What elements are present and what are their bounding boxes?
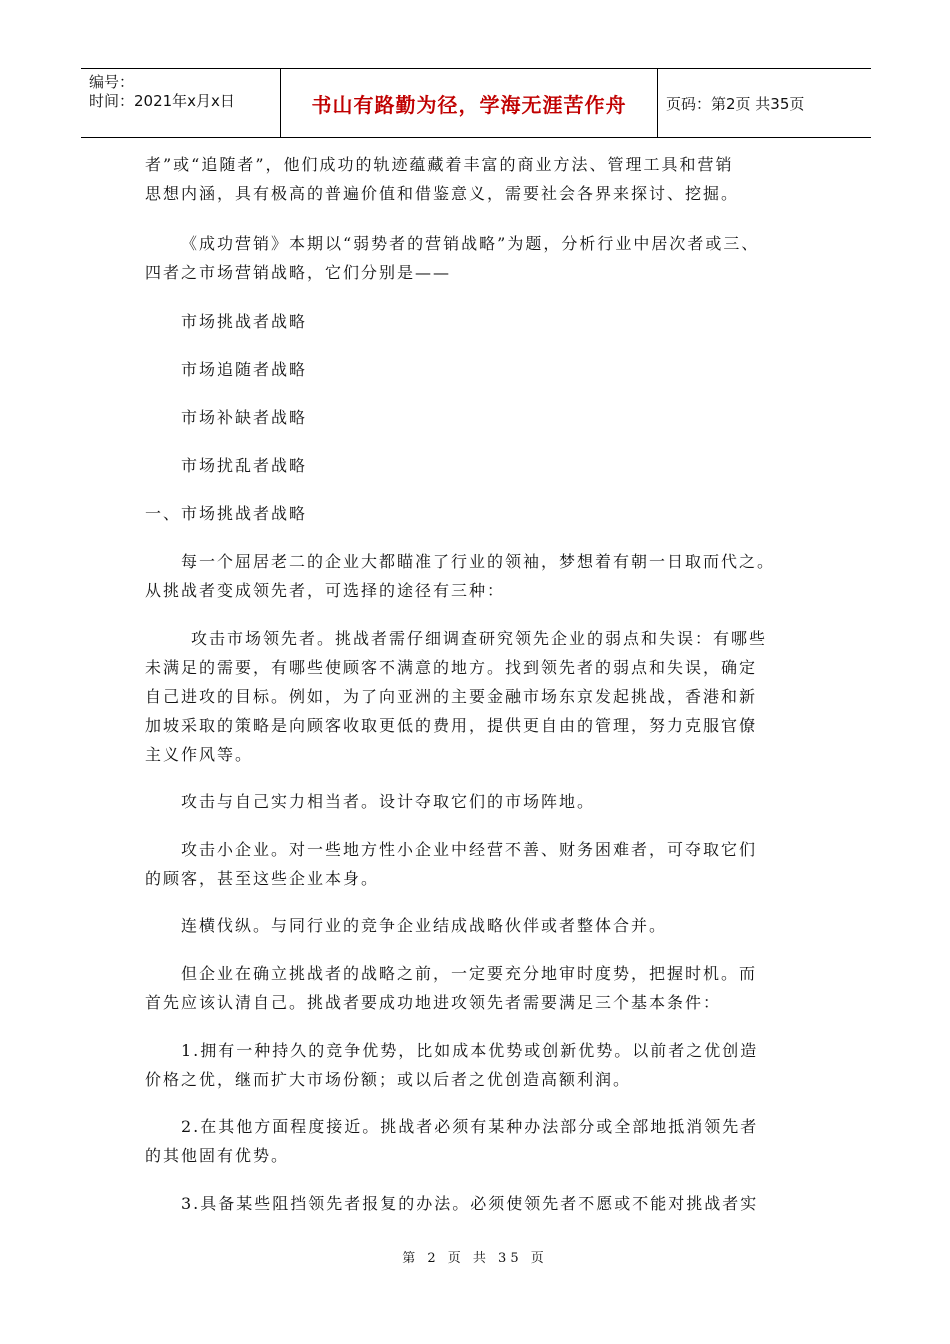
text-line: 从挑战者变成领先者，可选择的途径有三种： (145, 581, 506, 600)
text-line: 的其他固有优势。 (145, 1146, 290, 1165)
text-line: 3.具备某些阻挡领先者报复的办法。必须使领先者不愿或不能对挑战者实 (181, 1194, 759, 1213)
list-item-challenger: 市场挑战者战略 (181, 312, 308, 331)
text-line: 《成功营销》本期以“弱势者的营销战略”为题，分析行业中居次者或三、 (181, 234, 760, 253)
paragraph-attack-leader (145, 624, 805, 769)
text-line: 2.在其他方面程度接近。挑战者必须有某种办法部分或全部地抵消领先者 (181, 1117, 759, 1136)
document-date: 时间：2021年x月x日 (89, 92, 235, 110)
text-line: 首先应该认清自己。挑战者要成功地进攻领先者需要满足三个基本条件： (145, 993, 722, 1012)
list-item-follower: 市场追随者战略 (181, 360, 308, 379)
paragraph-condition-2 (145, 1112, 805, 1170)
page-header (81, 68, 871, 138)
text-line: 每一个屈居老二的企业大都瞄准了行业的领袖，梦想着有朝一日取而代之。 (181, 552, 776, 571)
paragraph-attack-equal: 攻击与自己实力相当者。设计夺取它们的市场阵地。 (181, 792, 596, 811)
list-item-disruptor: 市场扰乱者战略 (181, 456, 308, 475)
text-line: 主义作风等。 (145, 745, 254, 764)
paragraph-issue-intro (145, 229, 805, 287)
text-line: 者”或“追随者”，他们成功的轨迹蕴藏着丰富的商业方法、管理工具和营销 (145, 155, 734, 174)
header-meta (81, 69, 281, 137)
paragraph-condition-1 (145, 1036, 805, 1094)
paragraph-attack-small (145, 835, 805, 893)
text-line: 价格之优，继而扩大市场份额；或以后者之优创造高额利润。 (145, 1070, 632, 1089)
text-line: 未满足的需要，有哪些使顾客不满意的地方。找到领先者的弱点和失误，确定 (145, 658, 758, 677)
text-line: 的顾客，甚至这些企业本身。 (145, 869, 380, 888)
text-line: 攻击市场领先者。挑战者需仔细调查研究领先企业的弱点和失误：有哪些 (191, 629, 768, 648)
paragraph-intro-continued (145, 150, 805, 208)
text-line: 但企业在确立挑战者的战略之前，一定要充分地审时度势，把握时机。而 (181, 964, 758, 983)
header-motto: 书山有路勤为径，学海无涯苦作舟 (281, 69, 658, 137)
text-line: 1.拥有一种持久的竞争优势，比如成本优势或创新优势。以前者之优创造 (181, 1041, 759, 1060)
page-footer: 第 2 页 共 35 页 (402, 1251, 548, 1266)
section-heading: 一、市场挑战者战略 (145, 504, 308, 523)
paragraph-condition-3 (145, 1189, 805, 1218)
text-line: 加坡采取的策略是向顾客收取更低的费用，提供更自由的管理，努力克服官僚 (145, 716, 758, 735)
list-item-nicher: 市场补缺者战略 (181, 408, 308, 427)
paragraph-conditions-intro (145, 959, 805, 1017)
text-line: 思想内涵，具有极高的普遍价值和借鉴意义，需要社会各界来探讨、挖掘。 (145, 184, 740, 203)
paragraph-alliance: 连横伐纵。与同行业的竞争企业结成战略伙伴或者整体合并。 (181, 916, 668, 935)
text-line: 攻击小企业。对一些地方性小企业中经营不善、财务困难者，可夺取它们 (181, 840, 758, 859)
document-number-label: 编号： (89, 73, 135, 91)
text-line: 四者之市场营销战略，它们分别是—— (145, 263, 452, 282)
header-page-info: 页码：第2页 共35页 (666, 94, 805, 113)
text-line: 自己进攻的目标。例如，为了向亚洲的主要金融市场东京发起挑战，香港和新 (145, 687, 758, 706)
paragraph-challenger-intro (145, 547, 805, 605)
